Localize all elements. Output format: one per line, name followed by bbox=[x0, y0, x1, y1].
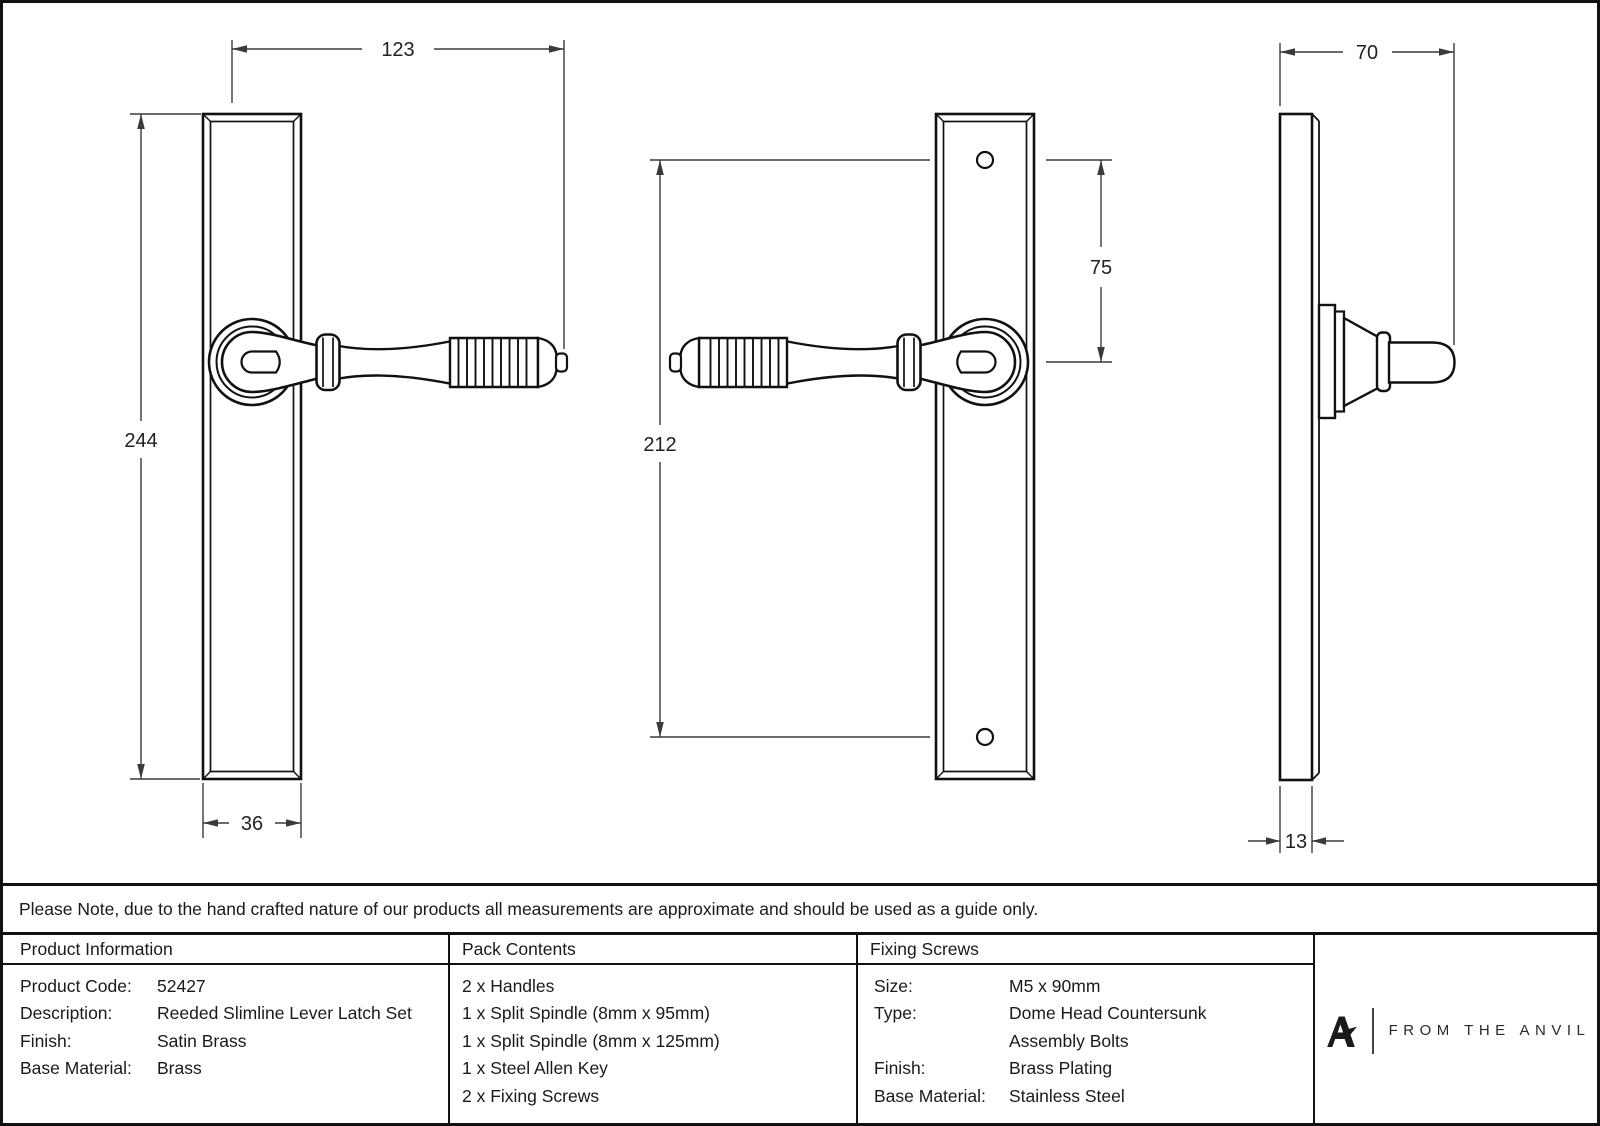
list-item: 2 x Handles bbox=[462, 976, 555, 996]
rear-screw-hole-bottom bbox=[977, 729, 993, 745]
row-label: Finish: bbox=[20, 1030, 72, 1051]
row-label: Base Material: bbox=[874, 1085, 986, 1106]
fixing-screws-header: Fixing Screws bbox=[858, 935, 1313, 965]
table-row bbox=[858, 1083, 1313, 1110]
row-value: Assembly Bolts bbox=[1009, 1030, 1129, 1051]
side-backplate bbox=[1280, 114, 1312, 780]
row-label: Finish: bbox=[874, 1058, 926, 1079]
dim-label-plate-width: 36 bbox=[240, 813, 264, 835]
product-information-column bbox=[0, 935, 450, 1126]
table-row bbox=[858, 1055, 1313, 1082]
dimension-lines bbox=[130, 40, 1454, 853]
pack-contents-column bbox=[450, 935, 858, 1126]
table-row bbox=[0, 1000, 448, 1027]
dim-label-overall-projection: 123 bbox=[381, 39, 415, 61]
fixing-screws-column bbox=[858, 935, 1315, 1126]
dimension-arrows bbox=[137, 45, 1454, 845]
row-label: Type: bbox=[874, 1003, 917, 1024]
side-view bbox=[1280, 114, 1455, 780]
info-table bbox=[0, 935, 1600, 1126]
table-row bbox=[858, 1028, 1313, 1055]
row-value: Satin Brass bbox=[157, 1030, 247, 1051]
table-row bbox=[0, 973, 448, 1000]
rear-backplate bbox=[936, 114, 1034, 779]
list-item: 1 x Split Spindle (8mm x 125mm) bbox=[462, 1030, 720, 1051]
dim-label-top-to-handle: 75 bbox=[1089, 257, 1113, 279]
row-value: Brass Plating bbox=[1009, 1058, 1113, 1079]
table-row bbox=[0, 1055, 448, 1082]
pack-contents-header: Pack Contents bbox=[450, 935, 856, 965]
rear-lever-handle bbox=[670, 332, 1015, 392]
row-label: Product Code: bbox=[20, 976, 132, 996]
brand-logo bbox=[1315, 935, 1600, 1126]
front-lever-handle bbox=[222, 332, 567, 392]
dim-label-screw-centres: 212 bbox=[643, 434, 677, 456]
dim-label-plate-thickness: 13 bbox=[1284, 831, 1308, 853]
front-backplate bbox=[203, 114, 301, 779]
brand-name: FROM THE ANVIL bbox=[1388, 1022, 1591, 1039]
rear-screw-hole-top bbox=[977, 152, 993, 168]
list-item: 1 x Steel Allen Key bbox=[462, 1058, 608, 1079]
row-value: Stainless Steel bbox=[1009, 1085, 1125, 1106]
row-value: Reeded Slimline Lever Latch Set bbox=[157, 1003, 412, 1024]
table-row bbox=[0, 1028, 448, 1055]
logo-divider bbox=[1372, 1008, 1374, 1054]
row-label: Size: bbox=[874, 976, 913, 996]
dim-label-overall-depth: 70 bbox=[1355, 42, 1379, 64]
row-value: Brass bbox=[157, 1058, 202, 1079]
row-value: M5 x 90mm bbox=[1009, 976, 1101, 996]
dim-label-plate-height: 244 bbox=[124, 430, 158, 452]
brand-column bbox=[1315, 935, 1600, 1126]
table-row bbox=[858, 973, 1313, 1000]
note-row bbox=[0, 883, 1600, 935]
list-item: 1 x Split Spindle (8mm x 95mm) bbox=[462, 1003, 710, 1024]
product-information-header: Product Information bbox=[0, 935, 448, 965]
rear-view bbox=[670, 114, 1034, 779]
row-value: 52427 bbox=[157, 976, 206, 996]
table-row bbox=[858, 1000, 1313, 1027]
row-label: Description: bbox=[20, 1003, 113, 1024]
row-label: Base Material: bbox=[20, 1058, 132, 1079]
row-label bbox=[874, 1028, 1009, 1055]
front-view bbox=[203, 114, 567, 779]
list-item: 2 x Fixing Screws bbox=[462, 1085, 600, 1106]
anvil-icon bbox=[1325, 1014, 1357, 1048]
side-lever-profile bbox=[1319, 305, 1455, 418]
row-value: Dome Head Countersunk bbox=[1009, 1003, 1207, 1024]
note-text: Please Note, due to the hand crafted nature of our products all measurements are approximate and should be used as a guide only. bbox=[19, 898, 1039, 919]
